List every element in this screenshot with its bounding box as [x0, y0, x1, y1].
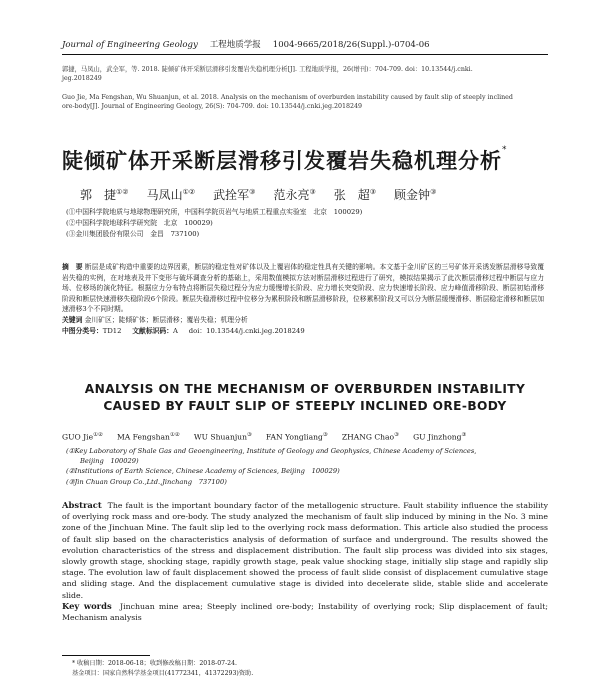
authors-en: [62, 432, 548, 442]
title-en-line1: ANALYSIS ON THE MECHANISM OF OVERBURDEN INSTABILITY: [84, 382, 526, 396]
affiliation-cn: (①中国科学院地质与地球物理研究所，中国科学院页岩气与地质工程重点实验室 北京 100029): [66, 208, 363, 216]
citation-cn-line2: jeg.2018249: [62, 74, 102, 82]
clc-value: TD12: [102, 326, 122, 335]
keywords-cn-label: 关键词: [62, 315, 83, 324]
title-cn: [62, 145, 548, 175]
author-en: WU Shuanjun③: [193, 432, 252, 442]
journal-name: Journal of Engineering Geology: [62, 40, 198, 50]
affiliation-en: (③Jin Chuan Group Co.,Ltd.,Jinchang 737100): [66, 477, 227, 486]
abstract-en-text: The fault is the important boundary factor of the metallogenic structure. Fault stability influence the stability of overlying rock mass and ore-body. The study analyzed the mechanism of fault slip induced by mining in the No. 3 mine zone of the Jinchuan Mine. The fault slip led to the overlying rock mass deformation. This article also studied the process of fault slip based on the characteristics analysis of deformation of surface and underground. The results showed the evolution characteristics of the stress and displacement distribution. The fault slip process was divided into six stages, slowly growth stage, shocking stage, rapidly growth stage, peak value shocking stage, initially slip stage and rapidly slip stage. The evolution law of fault displacement showed the process of fault slide consist of displacement cumulative stage and sliding stage. And the displacement cumulative stage is divided into decelerate slide, stable slide and accelerate slide.: [62, 501, 548, 600]
abstract-cn: [62, 262, 544, 336]
journal-name-cn: 工程地质学报: [209, 40, 261, 50]
authors-cn: [80, 186, 540, 203]
abstract-cn-label: 摘 要: [62, 263, 83, 271]
author-cn: 郭 捷①②: [80, 188, 129, 202]
affiliations-cn: [66, 207, 536, 240]
abstract-cn-body: [62, 262, 544, 315]
keywords-en-label: Key words: [62, 600, 112, 611]
keywords-cn-text: 金川矿区；陡倾矿体；断层滑移；覆岩失稳；机理分析: [84, 315, 248, 324]
affiliation-en: (②Institutions of Earth Science, Chinese Academy of Sciences, Beijing 100029): [66, 467, 340, 476]
author-cn: 顾金钟③: [394, 188, 437, 202]
keywords-cn: [62, 315, 544, 326]
doc-code-label: 文献标识码：: [132, 326, 174, 335]
author-en: MA Fengshan①②: [116, 432, 180, 442]
clc-label: 中图分类号：: [62, 326, 103, 335]
title-en-line2: CAUSED BY FAULT SLIP OF STEEPLY INCLINED ORE-BODY: [103, 398, 507, 413]
title-cn-mark: *: [502, 145, 508, 155]
citation-en: [62, 94, 548, 111]
keywords-en-text: Jinchuan mine area; Steeply inclined ore-body; Instability of overlying rock; Slip displacement of fault; Mechanism analysis: [62, 601, 548, 623]
abstract-cn-text: 断层是成矿构造中重要的边界因素，断层的稳定性对矿体以及上覆岩体的稳定性具有关键的影响。本文基于金川矿区的三号矿体开采诱发断层滑移导致覆岩失稳的实例，在对地表及井下变形与破坏调查分析的基础上，采用数值模拟方法对断层滑移过程进行了研究，模拟结果揭示了此次断层滑移过程中断层与应力场、位移场的演化特征。根据应力分布特点将断层失稳过程分为应力缓慢增长阶段、应力增长突变阶段、应力快速增长阶段、应力峰值滑移阶段、断层初始滑移阶段和断层快速滑移失稳阶段6个阶段。断层失稳滑移过程中位移分为累积阶段和断层滑移阶段，位移累积阶段又可以分为断层缓慢滑移、断层稳定滑移和断层加速滑移3个不同时期。: [62, 263, 545, 314]
affiliation-en: (①Key Laboratory of Shale Gas and Geoengineering, Institute of Geology and Geophysics, Chinese Academy of Sciences,: [66, 447, 477, 455]
title-en: [62, 381, 548, 414]
keywords-en: [62, 601, 548, 623]
footnote-rule: [62, 655, 150, 656]
affiliation-cn: (②中国科学院地球科学研究院 北京 100029): [66, 219, 213, 227]
affiliation-en: Beijing 100029): [80, 457, 139, 466]
citation-en-line2: ore-body[J]. Journal of Engineering Geology, 26(S): 704-709. doi: 10.13544/j.cnki.jeg.2018249: [62, 102, 363, 110]
abstract-en-label: Abstract: [62, 500, 102, 510]
author-cn: 马凤山①②: [146, 188, 196, 202]
author-en: GU Jinzhong③: [413, 432, 467, 442]
issn: 1004-9665/2018/26(Suppl.)-0704-06: [272, 40, 430, 50]
author-cn: 张 超③: [333, 188, 377, 202]
footnote-received: * 收稿日期：2018-06-18；收到修改稿日期：2018-07-24.: [72, 660, 238, 667]
citation-cn: [62, 66, 548, 83]
footnotes: [72, 659, 548, 679]
citation-cn-line1: 郭捷，马凤山，武全军，等. 2018. 陡倾矿体开采断层滑移引发覆岩失稳机理分析[J]. 工程地质学报，26(增刊)：704-709. doi：10.13544/j.cnki.: [62, 66, 473, 73]
doi-label: doi：: [188, 326, 207, 335]
footnote-fund: 基金项目：国家自然科学基金项目(41772341，41372293)资助.: [72, 670, 254, 677]
affiliations-en: [66, 446, 546, 487]
author-cn: 武拴军③: [213, 188, 256, 202]
doc-code-value: A: [173, 326, 178, 335]
author-en: GUO Jie①②: [62, 432, 103, 442]
title-cn-text: 陡倾矿体开采断层滑移引发覆岩失稳机理分析: [62, 149, 502, 173]
abstract-en: [62, 500, 548, 623]
abstract-en-body: [62, 500, 548, 601]
citation-en-line1: Guo Jie, Ma Fengshan, Wu Shuanjun, et al. 2018. Analysis on the mechanism of overburden instability caused by fault slip of steeply inclined: [62, 94, 513, 101]
author-en: FAN Yongliang③: [265, 432, 328, 442]
affiliation-cn: (③金川集团股份有限公司 金昌 737100): [66, 230, 200, 238]
author-cn: 范永亮③: [273, 188, 316, 202]
author-en: ZHANG Chao③: [341, 432, 400, 442]
header-rule: [62, 54, 548, 55]
classification-line: [62, 326, 544, 337]
running-head: [62, 38, 548, 50]
doi-value: 10.13544/j.cnki.jeg.2018249: [206, 326, 305, 335]
